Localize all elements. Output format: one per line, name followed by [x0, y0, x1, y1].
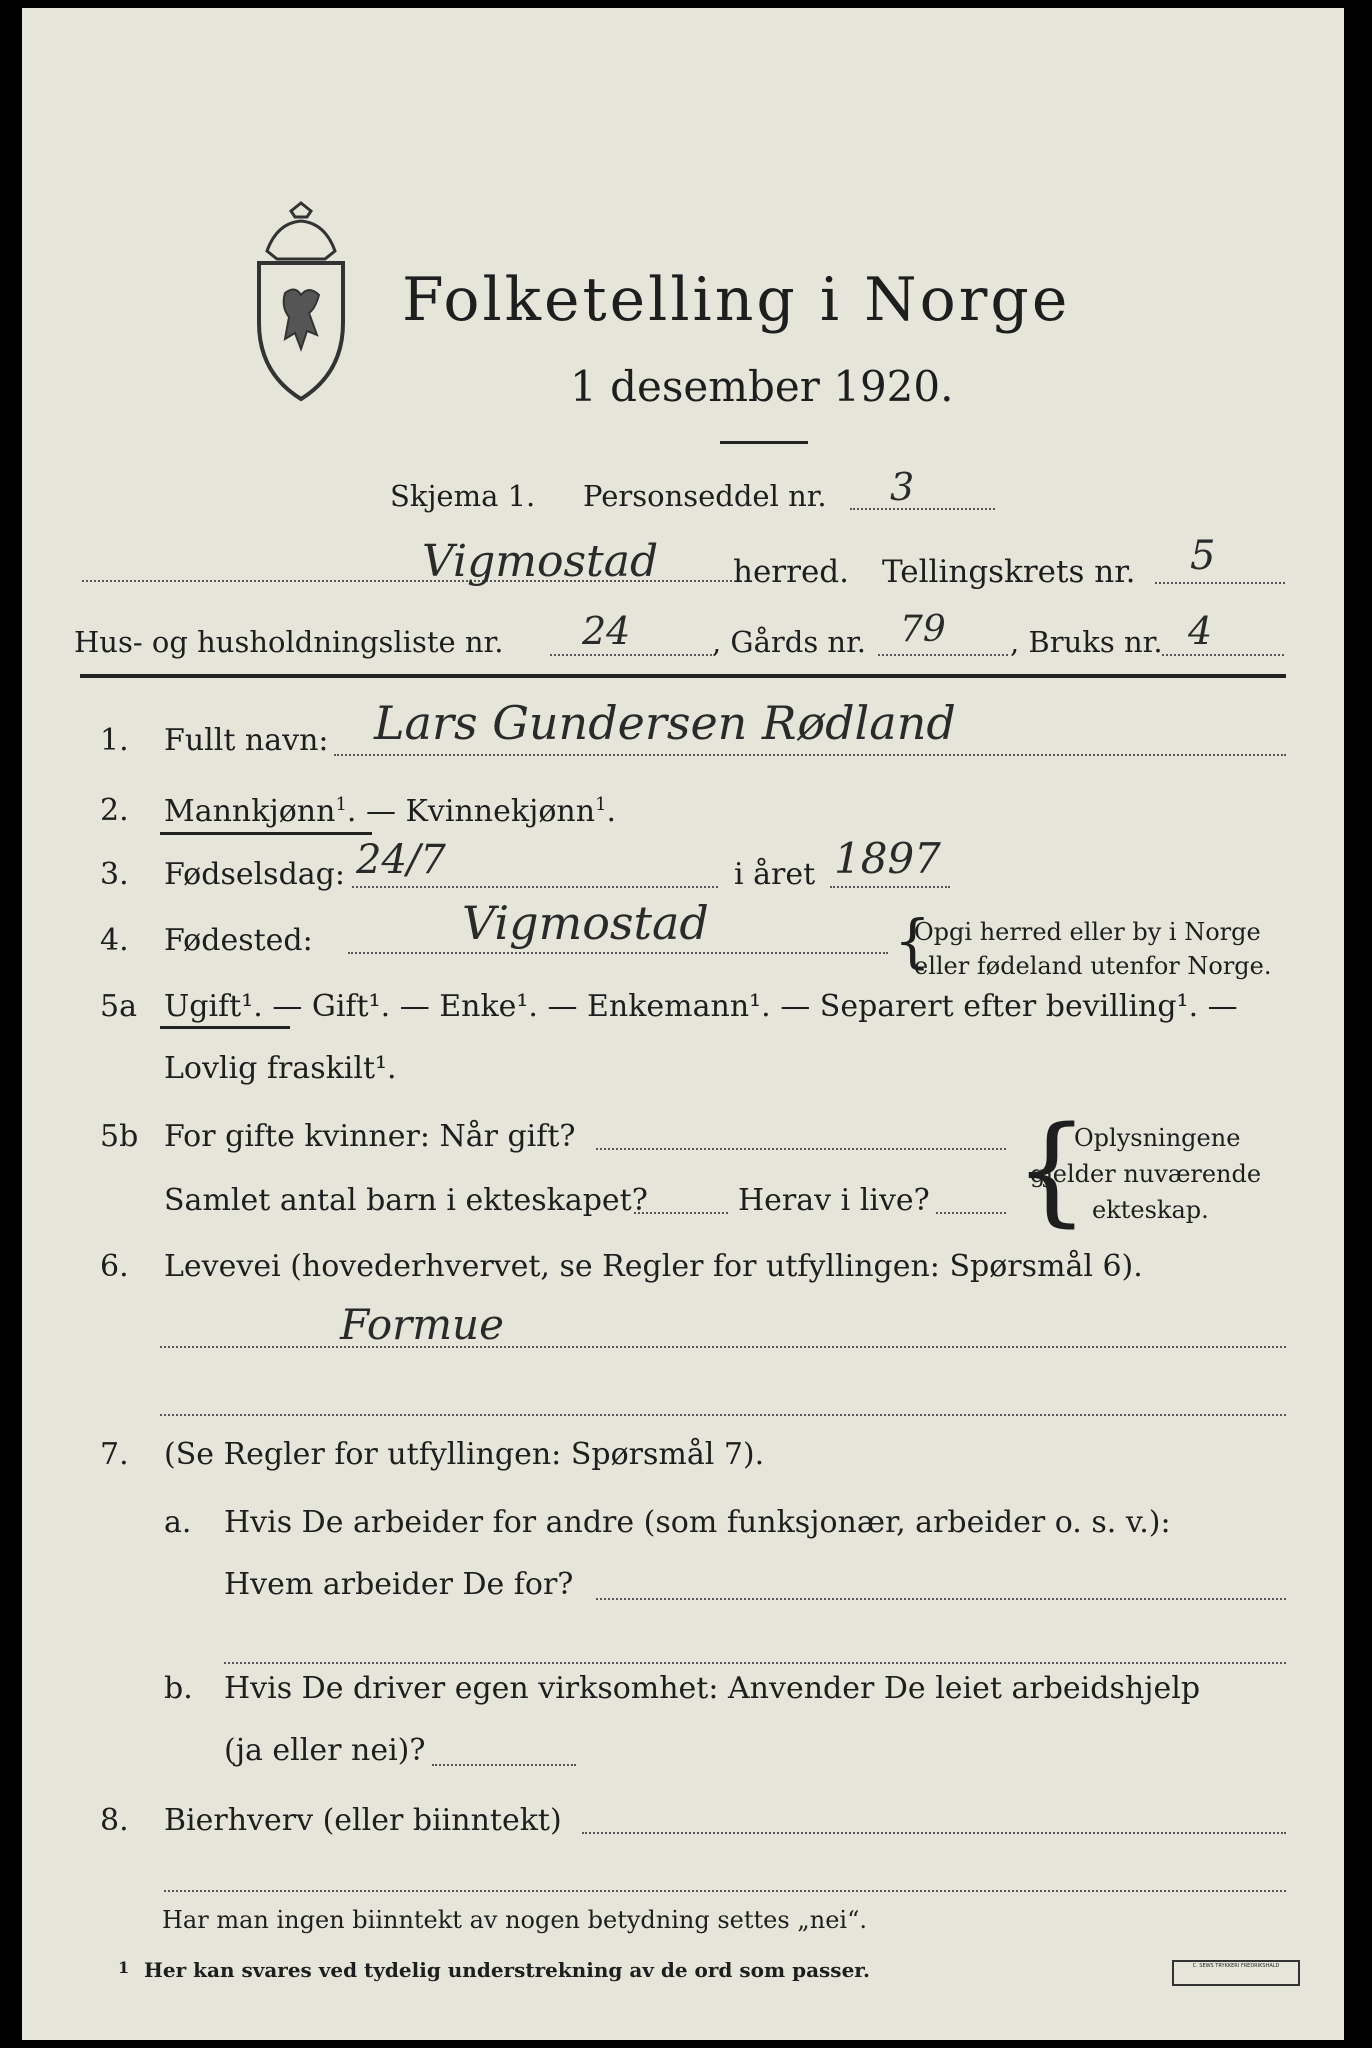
footnote-mark: 1: [118, 1958, 130, 1977]
hus-label: Hus- og husholdningsliste nr.: [74, 625, 504, 659]
q5b-line-1: For gifte kvinner: Når gift?: [164, 1119, 576, 1154]
q5b-barn-line: [634, 1212, 728, 1214]
q4-number: 4.: [100, 923, 129, 958]
q3-year-label: i året: [734, 857, 816, 892]
q7a-line-2: Hvem arbeider De for?: [224, 1567, 574, 1602]
q7b-line-2: (ja eller nei)?: [224, 1733, 426, 1768]
q2-sup-2: 1: [595, 794, 607, 815]
q8-line-extra: [164, 1890, 1286, 1892]
tellingskrets-line: [1155, 582, 1285, 584]
q1-number: 1.: [100, 723, 129, 758]
q3-value: 24/7: [356, 837, 446, 883]
q7-label: (Se Regler for utfyllingen: Spørsmål 7).: [164, 1437, 765, 1472]
q1-label: Fullt navn:: [164, 723, 329, 758]
q4-note-2: eller fødeland utenfor Norge.: [914, 952, 1272, 980]
bruks-label: , Bruks nr.: [1010, 625, 1163, 659]
q7a-number: a.: [164, 1505, 192, 1540]
q6-number: 6.: [100, 1249, 129, 1284]
q5b-live-line: [936, 1212, 1006, 1214]
hus-value: 24: [582, 609, 631, 653]
skjema-label: Skjema 1.: [390, 479, 536, 513]
q5a-line-1: Ugift¹. — Gift¹. — Enke¹. — Enkemann¹. — Separert efter bevilling¹. —: [164, 989, 1238, 1024]
nei-note: Har man ingen biinntekt av nogen betydning settes „nei“.: [162, 1906, 867, 1934]
q2-end: .: [606, 794, 617, 829]
footnote-text: Her kan svares ved tydelig understrekning av de ord som passer.: [144, 1958, 870, 1982]
title-divider: [720, 441, 808, 444]
q2-sep: . —: [346, 794, 396, 829]
q3-year-line: [830, 886, 950, 888]
personseddel-line: [850, 508, 995, 510]
q7b-line-1: Hvis De driver egen virksomhet: Anvender De leiet arbeidshjelp: [224, 1671, 1201, 1706]
q1-value: Lars Gundersen Rødland: [374, 696, 956, 750]
q5b-line-2a: Samlet antal barn i ekteskapet?: [164, 1183, 648, 1218]
hus-line: [550, 654, 712, 656]
q7a-line: [596, 1598, 1286, 1600]
q7b-number: b.: [164, 1671, 193, 1706]
form-title: Folketelling i Norge: [402, 265, 1071, 335]
census-form: [22, 8, 1344, 2040]
header-rule: [80, 674, 1286, 678]
q5b-line-2b: Herav i live?: [738, 1183, 930, 1218]
q8-number: 8.: [100, 1803, 129, 1838]
q5b-note-3: ekteskap.: [1092, 1196, 1209, 1224]
q7b-line: [432, 1764, 576, 1766]
q4-brace: {: [894, 907, 931, 975]
q8-line: [582, 1832, 1286, 1834]
q6-line-1: [160, 1346, 1286, 1348]
q3-year-value: 1897: [834, 834, 941, 883]
tellingskrets-value: 5: [1190, 533, 1216, 579]
q4-label: Fødested:: [164, 923, 313, 958]
bruks-value: 4: [1188, 609, 1213, 653]
q8-label: Bierhverv (eller biinntekt): [164, 1803, 562, 1838]
q5b-gift-line: [596, 1148, 1006, 1150]
q3-number: 3.: [100, 857, 129, 892]
q2-sup-1: 1: [335, 794, 347, 815]
norwegian-coat-of-arms-icon: [237, 201, 365, 406]
tellingskrets-label: Tellingskrets nr.: [882, 554, 1136, 590]
bruks-line: [1162, 654, 1284, 656]
q4-line: [348, 952, 888, 954]
q7a-line-1: Hvis De arbeider for andre (som funksjonær, arbeider o. s. v.):: [224, 1505, 1171, 1540]
q5b-note-2: gjelder nuværende: [1030, 1160, 1262, 1188]
q5a-line-2: Lovlig fraskilt¹.: [164, 1051, 397, 1086]
q4-note-1: Opgi herred eller by i Norge: [914, 918, 1261, 946]
q2-mann: Mannkjønn: [164, 794, 336, 829]
q5b-brace: {: [1014, 1100, 1090, 1238]
gards-label: , Gårds nr.: [712, 625, 866, 659]
q6-label: Levevei (hovederhvervet, se Regler for utfyllingen: Spørsmål 6).: [164, 1249, 1143, 1284]
q2-kvinne: Kvinnekjønn: [405, 794, 596, 829]
q5b-note-1: Oplysningene: [1074, 1124, 1241, 1152]
personseddel-label: Personseddel nr.: [583, 479, 827, 513]
q6-line-2: [160, 1414, 1286, 1416]
q2-number: 2.: [100, 793, 129, 828]
q5a-number: 5a: [100, 989, 137, 1024]
herred-label: herred.: [733, 554, 849, 590]
gards-line: [878, 654, 1008, 656]
personseddel-value: 3: [890, 465, 915, 509]
q2-text: [164, 796, 616, 827]
herred-value: Vigmostad: [422, 536, 659, 587]
q3-label: Fødselsdag:: [164, 857, 345, 892]
printer-stamp: [1172, 1960, 1300, 1986]
mannkjonn-underline: [160, 832, 372, 835]
q4-value: Vigmostad: [462, 896, 709, 950]
gards-value: 79: [900, 609, 946, 650]
printer-stamp-text: C. SEWS TRYKKERI FREDRIKSHALD: [1192, 1963, 1280, 1969]
q6-value: Formue: [340, 1300, 504, 1349]
q7a-line-extra: [224, 1662, 1286, 1664]
q1-line: [334, 754, 1286, 756]
form-date: 1 desember 1920.: [570, 362, 954, 411]
ugift-underline: [160, 1026, 290, 1029]
q5b-number: 5b: [100, 1119, 139, 1154]
q7-number: 7.: [100, 1437, 129, 1472]
q3-line: [352, 886, 718, 888]
